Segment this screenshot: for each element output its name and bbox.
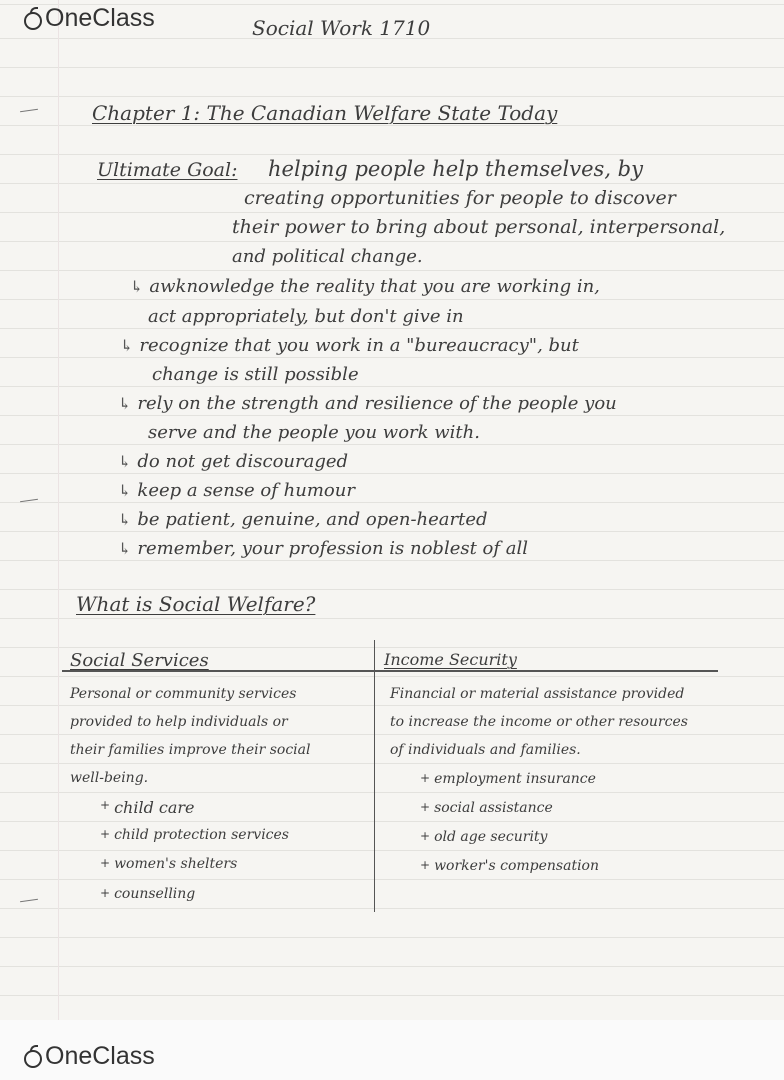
logo-text: OneClass xyxy=(45,4,155,32)
return-arrow-icon: ↳ xyxy=(118,510,132,529)
income-security-desc: Financial or material assistance provided xyxy=(390,686,685,702)
goal-line: helping people help themselves, by xyxy=(268,157,643,181)
social-services-item xyxy=(100,856,237,872)
item-text: employment insurance xyxy=(434,771,596,787)
plus-icon: + xyxy=(100,827,111,841)
course-title: Social Work 1710 xyxy=(252,16,431,40)
list-item-continued: act appropriately, but don't give in xyxy=(148,306,464,327)
return-arrow-icon: ↳ xyxy=(120,336,134,355)
point-text: awknowledge the reality that you are working in, xyxy=(149,276,600,297)
hole-mark xyxy=(20,109,38,112)
list-item xyxy=(118,480,355,501)
plus-icon: + xyxy=(420,858,431,872)
social-services-desc: provided to help individuals or xyxy=(70,714,288,730)
list-item xyxy=(118,393,617,414)
table-divider-vertical xyxy=(374,640,375,912)
return-arrow-icon: ↳ xyxy=(118,452,132,471)
oneclass-logo xyxy=(24,4,155,33)
point-text: be patient, genuine, and open-hearted xyxy=(137,509,488,530)
return-arrow-icon: ↳ xyxy=(118,481,132,500)
item-text: child care xyxy=(114,798,195,817)
social-services-item xyxy=(100,798,195,817)
column-header-income-security: Income Security xyxy=(384,650,517,669)
plus-icon: + xyxy=(100,856,111,870)
item-text: old age security xyxy=(434,829,548,845)
hole-mark xyxy=(20,499,38,502)
income-security-item xyxy=(420,858,599,874)
item-text: counselling xyxy=(114,886,196,902)
goal-line: their power to bring about personal, interpersonal, xyxy=(232,216,726,238)
list-item xyxy=(130,276,600,297)
income-security-desc: of individuals and families. xyxy=(390,742,581,758)
income-security-desc: to increase the income or other resources xyxy=(390,714,688,730)
point-text: do not get discouraged xyxy=(137,451,349,472)
logo-text: OneClass xyxy=(45,1042,155,1070)
return-arrow-icon: ↳ xyxy=(130,277,144,296)
item-text: worker's compensation xyxy=(434,858,599,874)
goal-label: Ultimate Goal: xyxy=(97,159,238,181)
goal-line: creating opportunities for people to discover xyxy=(244,187,676,209)
social-services-desc: their families improve their social xyxy=(70,742,311,758)
margin-line xyxy=(58,0,59,1020)
social-services-item xyxy=(100,827,289,843)
column-header-social-services: Social Services xyxy=(70,650,209,671)
income-security-item xyxy=(420,771,596,787)
logo-icon xyxy=(24,1050,42,1068)
list-item xyxy=(118,538,528,559)
plus-icon: + xyxy=(100,798,111,812)
section-title: What is Social Welfare? xyxy=(76,592,316,616)
oneclass-logo-footer xyxy=(24,1042,155,1071)
item-text: child protection services xyxy=(114,827,289,843)
point-text: keep a sense of humour xyxy=(137,480,355,501)
point-text: remember, your profession is noblest of all xyxy=(137,538,529,559)
list-item-continued: change is still possible xyxy=(152,364,359,385)
social-services-desc: well-being. xyxy=(70,770,149,786)
income-security-item xyxy=(420,829,547,845)
return-arrow-icon: ↳ xyxy=(118,539,132,558)
income-security-item xyxy=(420,800,553,816)
chapter-title: Chapter 1: The Canadian Welfare State Today xyxy=(92,101,558,125)
return-arrow-icon: ↳ xyxy=(118,394,132,413)
list-item xyxy=(120,335,579,356)
social-services-desc: Personal or community services xyxy=(70,686,297,702)
point-text: recognize that you work in a "bureaucracy", but xyxy=(139,335,579,356)
hole-mark xyxy=(20,899,38,902)
social-services-item xyxy=(100,886,195,902)
item-text: social assistance xyxy=(434,800,553,816)
plus-icon: + xyxy=(100,886,111,900)
list-item xyxy=(118,451,348,472)
plus-icon: + xyxy=(420,771,431,785)
point-text: rely on the strength and resilience of the people you xyxy=(137,393,617,414)
logo-icon xyxy=(24,12,42,30)
list-item xyxy=(118,509,488,530)
plus-icon: + xyxy=(420,800,431,814)
plus-icon: + xyxy=(420,829,431,843)
goal-line: and political change. xyxy=(232,246,423,267)
list-item-continued: serve and the people you work with. xyxy=(148,422,480,443)
item-text: women's shelters xyxy=(114,856,238,872)
